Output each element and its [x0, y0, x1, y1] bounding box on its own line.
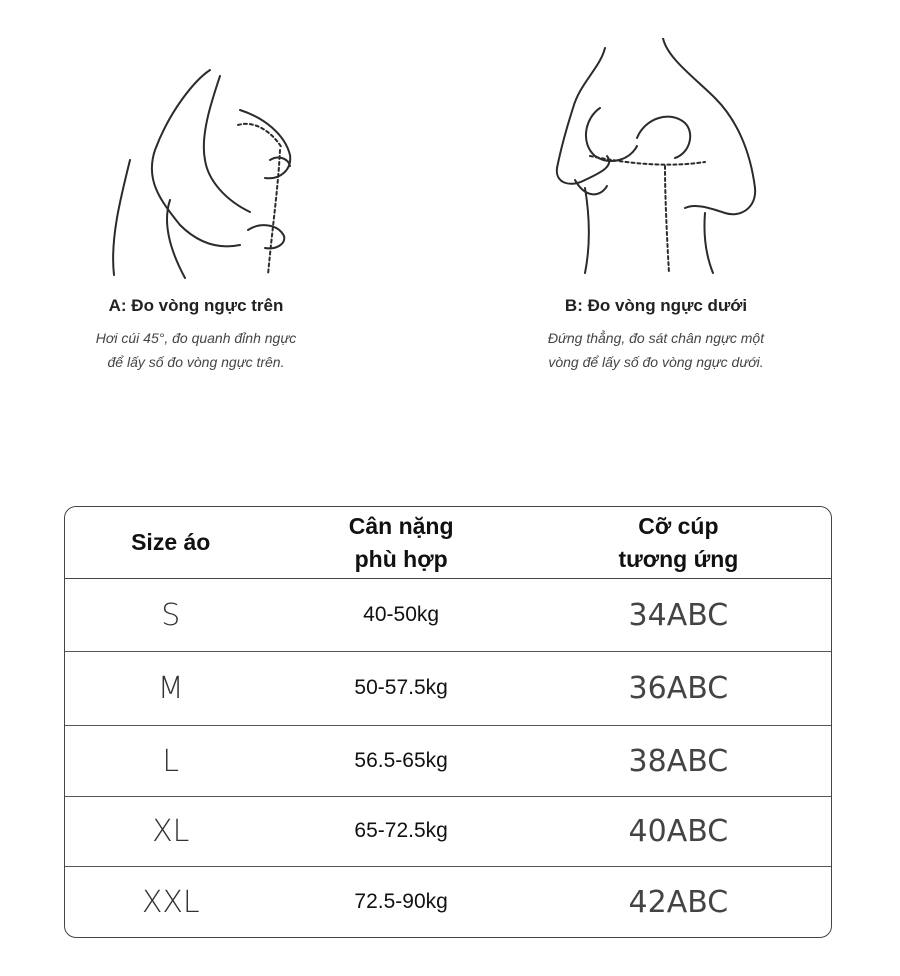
cup-cell: 34ABC	[628, 597, 729, 633]
size-table	[64, 506, 832, 938]
table-row	[65, 726, 831, 796]
header-cup-line2: tương ứng	[618, 545, 739, 572]
size-cell: XXL	[141, 884, 200, 920]
bust-measure-upper-illustration	[100, 40, 320, 280]
figure-b-desc-line2: vòng để lấy số đo vòng ngực dưới.	[548, 354, 764, 370]
weight-cell: 50-57.5kg	[354, 676, 448, 699]
weight-cell: 40-50kg	[363, 603, 440, 626]
bust-measure-under-illustration	[545, 38, 775, 278]
size-cell: L	[162, 743, 180, 779]
figure-b-description	[496, 326, 816, 374]
table-row	[65, 579, 831, 651]
size-cell: S	[161, 597, 181, 633]
header-cup	[526, 507, 831, 578]
cup-cell: 40ABC	[628, 813, 729, 849]
header-weight-line1: Cân nặng	[348, 512, 454, 539]
weight-cell: 56.5-65kg	[354, 749, 448, 772]
header-weight-line2: phù hợp	[354, 545, 448, 572]
weight-cell: 65-72.5kg	[354, 819, 448, 842]
table-row	[65, 797, 831, 865]
header-size	[65, 507, 276, 578]
cup-cell: 42ABC	[628, 884, 729, 920]
table-header-row	[65, 507, 831, 579]
figure-a-description	[36, 326, 356, 374]
figure-a-title: A: Đo vòng ngực trên	[108, 296, 284, 315]
figure-b-desc-line1: Đứng thẳng, đo sát chân ngực một	[547, 330, 765, 346]
cup-cell: 36ABC	[628, 670, 729, 706]
size-cell: XL	[152, 813, 190, 849]
figure-a-desc-line1: Hơi cúi 45°, đo quanh đỉnh ngực	[95, 330, 297, 346]
table-row	[65, 867, 831, 937]
cup-cell: 38ABC	[628, 743, 729, 779]
header-weight	[276, 507, 525, 578]
header-cup-line1: Cỡ cúp	[638, 512, 719, 539]
size-cell: M	[157, 670, 184, 706]
figure-b-title: B: Đo vòng ngực dưới	[564, 296, 748, 315]
weight-cell: 72.5-90kg	[354, 890, 448, 913]
header-size-label: Size áo	[131, 529, 211, 555]
figure-a-desc-line2: để lấy số đo vòng ngực trên.	[107, 354, 285, 370]
table-row	[65, 652, 831, 724]
